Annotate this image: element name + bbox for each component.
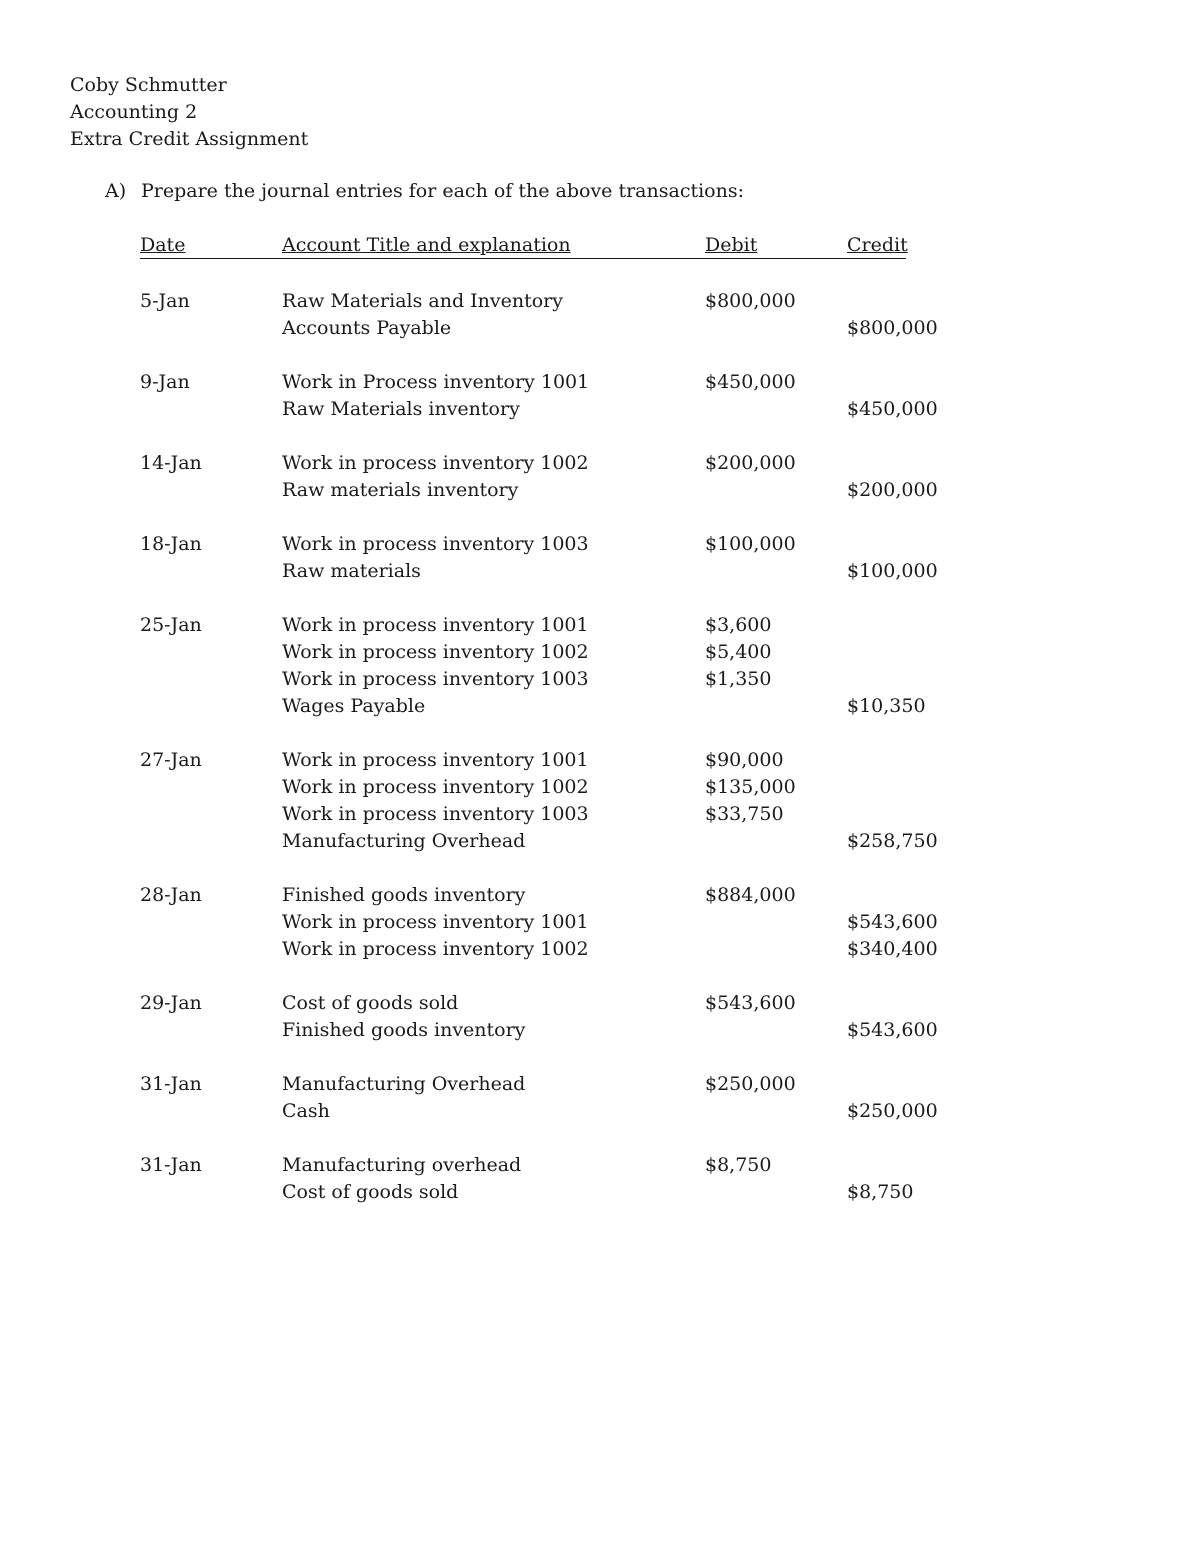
account-title: Raw Materials inventory: [282, 398, 520, 420]
credit-amount: $258,750: [847, 830, 938, 852]
question-prompt: [105, 180, 744, 202]
debit-amount: $3,600: [705, 614, 772, 636]
entry-date: 9-Jan: [140, 371, 190, 393]
journal-entry: [140, 1071, 1040, 1125]
journal-line: [140, 558, 1040, 585]
journal-entry: [140, 531, 1040, 585]
account-title: Wages Payable: [282, 695, 426, 717]
account-title: Finished goods inventory: [282, 884, 526, 906]
credit-amount: $250,000: [847, 1100, 938, 1122]
journal-line: [140, 612, 1040, 639]
entry-date: 31-Jan: [140, 1154, 202, 1176]
journal-line: [140, 666, 1040, 693]
journal-line: [140, 531, 1040, 558]
account-title: Cash: [282, 1100, 330, 1122]
journal-line: [140, 315, 1040, 342]
journal-line: [140, 369, 1040, 396]
journal-entry: [140, 747, 1040, 855]
journal-entry: [140, 612, 1040, 720]
account-title: Manufacturing Overhead: [282, 830, 526, 852]
journal-line: [140, 639, 1040, 666]
debit-amount: $250,000: [705, 1073, 796, 1095]
entry-date: 5-Jan: [140, 290, 190, 312]
journal-line: [140, 1179, 1040, 1206]
account-title: Raw materials: [282, 560, 421, 582]
journal-entry: [140, 288, 1040, 342]
account-title: Work in process inventory 1003: [282, 533, 589, 555]
credit-amount: $543,600: [847, 911, 938, 933]
assignment-title: Extra Credit Assignment: [70, 128, 309, 150]
account-title: Manufacturing Overhead: [282, 1073, 526, 1095]
debit-amount: $100,000: [705, 533, 796, 555]
debit-amount: $1,350: [705, 668, 772, 690]
credit-amount: $8,750: [847, 1181, 914, 1203]
account-title: Work in Process inventory 1001: [282, 371, 590, 393]
journal-line: [140, 909, 1040, 936]
journal-line: [140, 288, 1040, 315]
column-header-date: Date: [140, 234, 186, 256]
debit-amount: $200,000: [705, 452, 796, 474]
journal-entries: [140, 288, 1040, 1233]
journal-entry: [140, 990, 1040, 1044]
course-name: Accounting 2: [70, 101, 198, 123]
question-text: Prepare the journal entries for each of the above transactions:: [141, 180, 744, 202]
credit-amount: $800,000: [847, 317, 938, 339]
account-title: Work in process inventory 1002: [282, 641, 589, 663]
credit-amount: $10,350: [847, 695, 926, 717]
journal-line: [140, 882, 1040, 909]
credit-amount: $200,000: [847, 479, 938, 501]
journal-line: [140, 1071, 1040, 1098]
account-title: Work in process inventory 1002: [282, 776, 589, 798]
journal-line: [140, 396, 1040, 423]
credit-amount: $340,400: [847, 938, 938, 960]
entry-date: 28-Jan: [140, 884, 202, 906]
credit-amount: $450,000: [847, 398, 938, 420]
account-title: Work in process inventory 1001: [282, 749, 589, 771]
journal-line: [140, 693, 1040, 720]
account-title: Work in process inventory 1002: [282, 452, 589, 474]
question-marker: A): [105, 180, 127, 202]
account-title: Work in process inventory 1003: [282, 668, 589, 690]
document-header: [70, 72, 308, 153]
journal-line: [140, 747, 1040, 774]
credit-amount: $100,000: [847, 560, 938, 582]
journal-line: [140, 1152, 1040, 1179]
debit-amount: $543,600: [705, 992, 796, 1014]
entry-date: 29-Jan: [140, 992, 202, 1014]
journal-entry: [140, 882, 1040, 963]
journal-line: [140, 1017, 1040, 1044]
debit-amount: $8,750: [705, 1154, 772, 1176]
column-header-credit: Credit: [847, 234, 908, 256]
journal-line: [140, 1098, 1040, 1125]
account-title: Work in process inventory 1003: [282, 803, 589, 825]
account-title: Work in process inventory 1001: [282, 911, 589, 933]
entry-date: 25-Jan: [140, 614, 202, 636]
journal-line: [140, 801, 1040, 828]
account-title: Accounts Payable: [282, 317, 452, 339]
debit-amount: $90,000: [705, 749, 784, 771]
journal-line: [140, 990, 1040, 1017]
journal-line: [140, 477, 1040, 504]
journal-line: [140, 774, 1040, 801]
entry-date: 14-Jan: [140, 452, 202, 474]
journal-line: [140, 450, 1040, 477]
column-header-account: Account Title and explanation: [282, 234, 571, 256]
entry-date: 27-Jan: [140, 749, 202, 771]
account-title: Cost of goods sold: [282, 992, 459, 1014]
entry-date: 18-Jan: [140, 533, 202, 555]
journal-entry: [140, 369, 1040, 423]
account-title: Work in process inventory 1001: [282, 614, 589, 636]
journal-line: [140, 936, 1040, 963]
journal-line: [140, 828, 1040, 855]
journal-entry: [140, 1152, 1040, 1206]
account-title: Raw materials inventory: [282, 479, 519, 501]
debit-amount: $135,000: [705, 776, 796, 798]
debit-amount: $33,750: [705, 803, 784, 825]
account-title: Raw Materials and Inventory: [282, 290, 564, 312]
journal-column-headers: [140, 234, 906, 259]
account-title: Manufacturing overhead: [282, 1154, 522, 1176]
debit-amount: $884,000: [705, 884, 796, 906]
debit-amount: $800,000: [705, 290, 796, 312]
journal-entry: [140, 450, 1040, 504]
entry-date: 31-Jan: [140, 1073, 202, 1095]
debit-amount: $450,000: [705, 371, 796, 393]
account-title: Work in process inventory 1002: [282, 938, 589, 960]
column-header-debit: Debit: [705, 234, 758, 256]
debit-amount: $5,400: [705, 641, 772, 663]
account-title: Cost of goods sold: [282, 1181, 459, 1203]
account-title: Finished goods inventory: [282, 1019, 526, 1041]
student-name: Coby Schmutter: [70, 74, 227, 96]
credit-amount: $543,600: [847, 1019, 938, 1041]
